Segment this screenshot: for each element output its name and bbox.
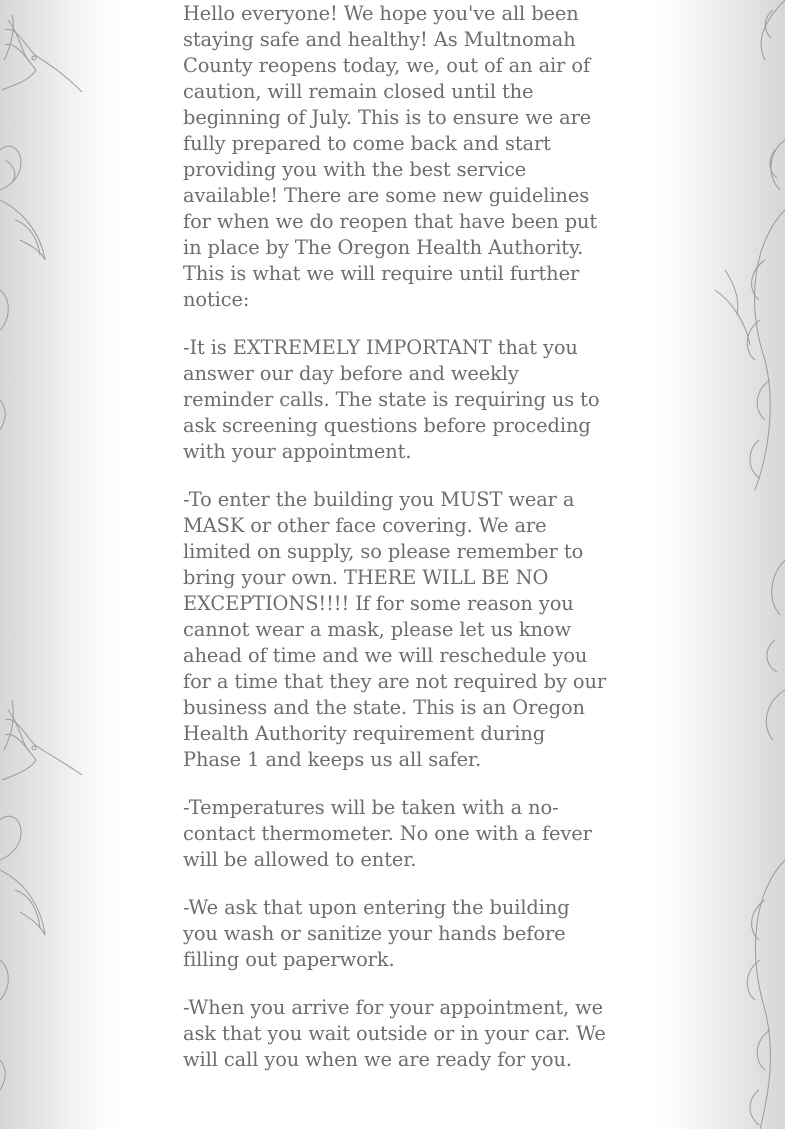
waiting-paragraph: -When you arrive for your appointment, we ask that you wait outside or in your car. We will call you when we are ready for you. [183,996,606,1071]
hummingbird-floral-icon [0,0,120,1129]
temperature-paragraph: -Temperatures will be taken with a no-contact thermometer. No one with a fever will be allowed to enter. [183,796,592,871]
hand-sanitizing-paragraph: -We ask that upon entering the building you wash or sanitize your hands before filling out paperwork. [183,896,570,971]
mask-requirement-paragraph: -To enter the building you MUST wear a MASK or other face covering. We are limited on supply, so please remember to bring your own. THERE WILL BE NO EXCEPTIONS!!!! If for some reason you cannot wear a mask, please let us know ahead of time and we will reschedule you for a time that they are not required by our business and the state. This is an Oregon Health Authority requirement during Phase 1 and keeps us all safer. [183,488,607,771]
reopening-notice [183,0,608,1073]
intro-paragraph: Hello everyone! We hope you've all been staying safe and healthy! As Multnomah County reopens today, we, out of an air of caution, will remain closed until the beginning of July. This is to ensure we are fully prepared to come back and start providing you with the best service available! There are some new guidelines for when we do reopen that have been put in place by The Oregon Health Authority. This is what we will require until further notice: [183,2,598,311]
left-floral-border [0,0,120,1129]
floral-vine-icon [655,0,785,1129]
right-floral-border [655,0,785,1129]
reminder-calls-paragraph: -It is EXTREMELY IMPORTANT that you answer our day before and weekly reminder calls. The state is requiring us to ask screening questions before proceding with your appointment. [183,336,600,463]
